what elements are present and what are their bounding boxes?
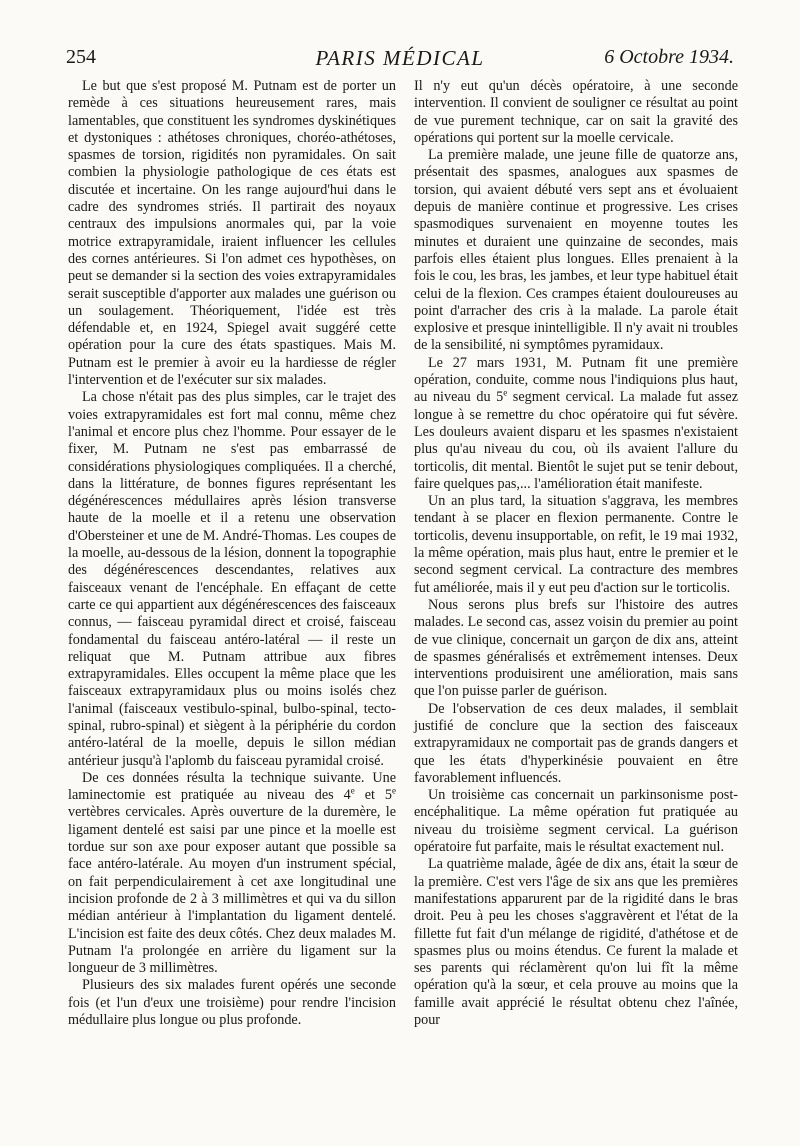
issue-date: 6 Octobre 1934.	[604, 46, 734, 68]
running-header	[66, 46, 734, 76]
paragraph: Plusieurs des six malades furent opérés une seconde fois (et l'un d'eux une troisième) pour rendre l'incision médullaire plus longue ou plus profonde.	[68, 977, 396, 1029]
paragraph: La première malade, une jeune fille de quatorze ans, présentait des spasmes, analogues aux spasmes de torsion, qui avaient débuté vers sept ans et évoluaient depuis de manière continue et progressive. Les crises spasmodiques survenaient en moyenne toutes les minutes et duraient une quinzaine de secondes, mais parfois elles étaient plus longues. Elles prenaient à la fois le cou, les bras, les jambes, et leur type habituel était celui de la flexion. Ces crampes étaient douloureuses au point d'arracher des cris à la malade. La parole était explosive et presque inintelligible. Il n'y avait ni troubles de la sensibilité, ni symptômes pyramidaux.	[414, 147, 738, 354]
paragraph: La chose n'était pas des plus simples, car le trajet des voies extrapyramidales est fort mal connu, même chez l'animal et encore plus chez l'homme. Pour essayer de le fixer, M. Putnam ne s'est pas embarrassé de considérations physiologiques compliquées. Il a cherché, dans la littérature, de bonnes figures représentant les dégénérescences médullaires après lésion transverse haute de la moelle et il a retenu une observation d'Obersteiner et une de M. André-Thomas. Les coupes de la moelle, au-dessous de la lésion, donnent la topographie des dégénérescences descendantes, relatives aux faisceaux venant de l'encéphale. En effaçant de cette carte ce qui appartient aux dégénérescences des faisceaux connus, — faisceau pyramidal direct et croisé, faisceau fondamental du faisceau antéro-latéral — il reste un reliquat que M. Putnam attribue aux fibres extrapyramidales. Elles occupent la même place que les faisceaux extrapyramidaux plus ou moins isolés chez l'animal (faisceaux vestibulo-spinal, bulbo-spinal, tecto-spinal, rubro-spinal) et siègent à la périphérie du cordon antéro-latéral de la moelle, depuis le sillon médian antérieur jusqu'à l'aplomb du faisceau pyramidal croisé.	[68, 389, 396, 769]
journal-title: PARIS MÉDICAL	[315, 46, 485, 70]
paragraph: Le 27 mars 1931, M. Putnam fit une première opération, conduite, comme nous l'indiquions plus haut, au niveau du 5e segment cervical. La malade fut assez longue à se remettre du choc opératoire qui fut sévère. Les douleurs avaient disparu et les spasmes n'existaient plus qu'au niveau du cou, où ils avaient l'allure du torticolis, dit mental. Bientôt le sujet put se tenir debout, faire quelques pas,... l'amélioration était manifeste.	[414, 354, 738, 492]
paragraph: De l'observation de ces deux malades, il semblait justifié de conclure que la section des faisceaux extrapyramidaux ne comportait pas de grands dangers et que les états d'hyperkinésie pouvaient en être favorablement influencés.	[414, 700, 738, 786]
paragraph: Nous serons plus brefs sur l'histoire des autres malades. Le second cas, assez voisin du premier au point de vue clinique, concernait un garçon de dix ans, atteint de spasmes généralisés et extrêmement intenses. Deux interventions produisirent une amélioration, mais sans que l'on puisse parler de guérison.	[414, 596, 738, 700]
paragraph: Un troisième cas concernait un parkinsonisme post-encéphalitique. La même opération fut pratiquée au niveau du troisième segment cervical. La guérison opératoire fut parfaite, mais le résultat exactement nul.	[414, 787, 738, 856]
left-column	[68, 78, 396, 1029]
paragraph: Un an plus tard, la situation s'aggrava, les membres tendant à se placer en flexion permanente. Contre le torticolis, devenu insupportable, on refit, le 19 mai 1932, la même opération, mais plus haut, entre le premier et le second segment cervical. La contracture des membres fut améliorée, mais il y eut peu d'action sur le torticolis.	[414, 493, 738, 596]
page-number: 254	[66, 46, 96, 68]
paragraph: Il n'y eut qu'un décès opératoire, à une seconde intervention. Il convient de souligner ce résultat au point de vue purement technique, car on sait la gravité des opérations qui portent sur la moelle cervicale.	[414, 78, 738, 146]
paragraph: De ces données résulta la technique suivante. Une laminectomie est pratiquée au niveau des 4e et 5e vertèbres cervicales. Après ouverture de la duremère, le ligament dentelé est saisi par une pince et la moelle est tordue sur son axe pour exposer autant que possible sa face antéro-latérale. Au moyen d'un instrument spécial, on fait perpendiculairement à cet axe longitudinal une incision profonde de 2 à 3 millimètres et qui va du sillon médian antérieur à l'implantation du ligament dentelé. L'incision est faite des deux côtés. Chez deux malades M. Putnam l'a prolongée en arrière du ligament sur la longueur de 3 millimètres.	[68, 769, 396, 977]
paragraph: Le but que s'est proposé M. Putnam est de porter un remède à ces situations heureusement rares, mais lamentables, que constituent les syndromes dyskinétiques et dystoniques : athétoses chroniques, choréo-athétoses, spasmes de torsion, rigidités non pyramidales. On sait combien la physiologie pathologique de ces états est discutée et incertaine. On les range aujourd'hui dans le cadre des syndromes striés. Il partirait des noyaux centraux des impulsions anormales qui, par la voie motrice extrapyramidale, iraient influencer les cellules des cornes antérieures. Si l'on admet ces hypothèses, on peut se demander si la section des voies extrapyramidales serait susceptible d'apporter aux malades une guérison ou un soulagement. Théoriquement, l'idée est très défendable et, en 1924, Spiegel avait suggéré cette opération pour la cure des états spastiques. Mais M. Putnam est le premier à avoir eu la hardiesse de régler l'intervention et de l'exécuter sur six malades.	[68, 78, 396, 389]
paragraph: La quatrième malade, âgée de dix ans, était la sœur de la première. C'est vers l'âge de six ans que les premières manifestations apparurent par de la rigidité dans le bras droit. Peu à peu les choses s'aggravèrent et l'état de la fillette fut fait d'un mélange de rigidité, d'athétose et de spasmes plus ou moins étendus. Ce furent la malade et ses parents qui réclamèrent qu'on lui fît la même opération qu'à la sœur, et cela prouve au moins que la famille avait apprécié le résultat obtenu chez l'aînée, pour	[414, 856, 738, 1029]
right-column	[414, 78, 738, 1029]
